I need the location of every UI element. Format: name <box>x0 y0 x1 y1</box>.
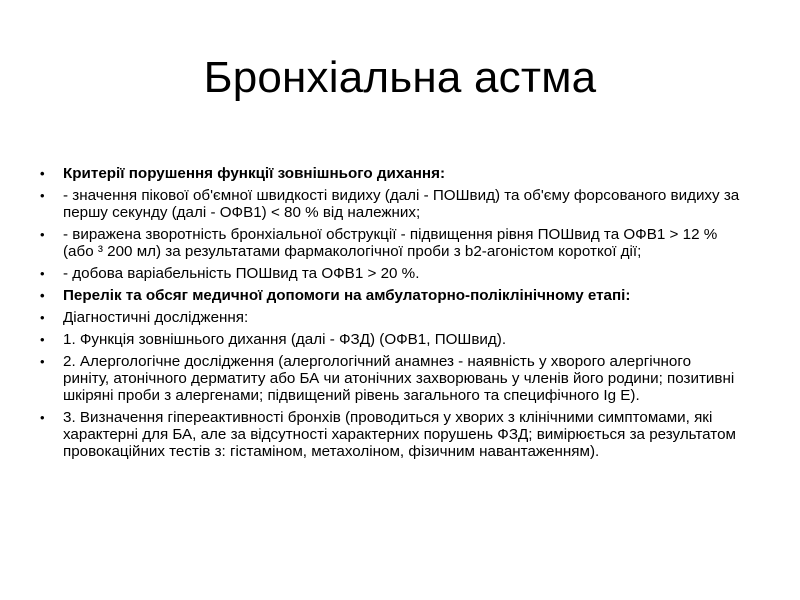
list-item-text: Перелік та обсяг медичної допомоги на амбулаторно-поліклінічному етапі: <box>63 287 631 304</box>
list-item <box>40 353 740 404</box>
list-item-text: 2. Алергологічне дослідження (алергологічний анамнез - наявність у хворого алергічного риніту, атонічного дерматиту або БА чи атонічних захворювань у членів його родини; позитивні шкіряні проби з алергенами; підвищений рівень загального та специфічного Ig E). <box>63 353 735 404</box>
list-item <box>40 331 740 348</box>
bullet-icon: • <box>40 332 45 347</box>
list-item-text: Діагностичні дослідження: <box>63 309 249 326</box>
bullet-icon: • <box>40 310 45 325</box>
list-item <box>40 187 740 221</box>
bullet-icon: • <box>40 227 45 242</box>
bullet-icon: • <box>40 266 45 281</box>
list-item-text: - добова варіабельність ПОШвид та ОФВ1 > 20 %. <box>63 265 420 282</box>
list-item-text: - виражена зворотність бронхіальної обструкції - підвищення рівня ПОШвид та ОФВ1 > 12 % (або ³ 200 мл) за результатами фармакологічної проби з b2-агоністом короткої дії; <box>63 226 718 260</box>
list-item <box>40 309 740 326</box>
slide-title: Бронхіальна астма <box>203 53 597 102</box>
list-item-text: Критерії порушення функції зовнішнього дихання: <box>63 165 446 182</box>
list-item <box>40 165 740 182</box>
bullet-icon: • <box>40 410 45 425</box>
bullet-list <box>40 165 740 465</box>
list-item <box>40 265 740 282</box>
list-item <box>40 287 740 304</box>
bullet-icon: • <box>40 188 45 203</box>
list-item-text: - значення пікової об'ємної швидкості видиху (далі - ПОШвид) та об'єму форсованого видиху за першу секунду (далі - ОФВ1) < 80 % від належних; <box>63 187 740 221</box>
bullet-icon: • <box>40 166 45 181</box>
bullet-icon: • <box>40 288 45 303</box>
bullet-icon: • <box>40 354 45 369</box>
list-item <box>40 409 740 460</box>
list-item-text: 1. Функція зовнішнього дихання (далі - ФЗД) (ОФВ1, ПОШвид). <box>63 331 507 348</box>
list-item-text: 3. Визначення гіпереактивності бронхів (проводиться у хворих з клінічними симптомами, які характерні для БА, але за відсутності характерних порушень ФЗД; вимірюється за результатом провокаційних тестів з: гістаміном, метахоліном, фізичним навантаженням). <box>63 409 736 460</box>
list-item <box>40 226 740 260</box>
